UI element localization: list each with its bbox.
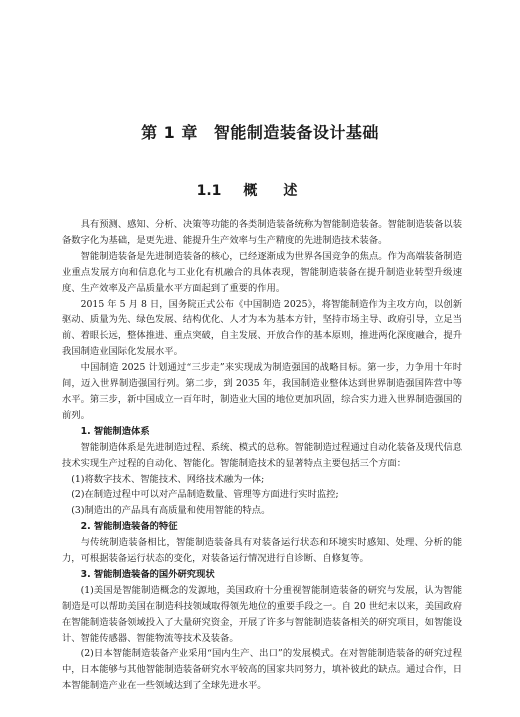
section-title <box>0 180 520 200</box>
chapter-number: 第 1 章 <box>141 123 198 142</box>
list-item: (3)制造出的产品具有高质量和使用智能的特点。 <box>71 505 271 517</box>
paragraph: 中国制造 2025 计划通过“三步走”来实现成为制造强国的战略目标。第一步，力争用十年时间，迈入世界制造强国行列。第二步，到 2035 年，我国制造业整体达到世界制造强国阵营中等水平。第三步，新中国成立一百年时，制造业大国的地位更加巩固，综合实力进入世界制造强国的前列。 <box>62 362 462 421</box>
paragraph: 与传统制造装备相比，智能制造装备具有对装备运行状态和环境实时感知、处理、分析的能力，可根据装备运行状态的变化，对装备运行情况进行自诊断、自修复等。 <box>62 537 462 565</box>
subsection-heading: 1. 智能制造体系 <box>80 425 150 437</box>
section-name: 概述 <box>243 183 324 199</box>
list-item: (1)将数字技术、智能技术、网络技术融为一体; <box>71 473 265 485</box>
chapter-name: 智能制造装备设计基础 <box>213 123 379 142</box>
paragraph: 智能制造装备是先进制造装备的核心，已经逐渐成为世界各国竞争的焦点。作为高端装备制造业重点发展方向和信息化与工业化有机融合的具体表现，智能制造装备在提升制造业转型升级速度、生产效率及产品质量水平方面起到了重要的作用。 <box>62 250 462 294</box>
paragraph: 2015 年 5 月 8 日，国务院正式公布《中国制造 2025》，将智能制造作为主攻方向，以创新驱动、质量为先、绿色发展、结构优化、人才为本为基本方针，坚持市场主导、政府引导，立足当前、着眼长远，整体推进、重点突破，自主发展、开放合作的基本原则，推进两化深度融合，提升我国制造业国际化发展水平。 <box>62 298 462 358</box>
paragraph: 智能制造体系是先进制造过程、系统、模式的总称。智能制造过程通过自动化装备及现代信息技术实现生产过程的自动化、智能化。智能制造技术的显著特点主要包括三个方面： <box>62 441 462 469</box>
section-number: 1.1 <box>196 183 222 199</box>
chapter-title <box>0 120 520 143</box>
body-text <box>62 217 462 694</box>
paragraph: 具有预测、感知、分析、决策等功能的各类制造装备统称为智能制造装备。智能制造装备以装备数字化为基础，是更先进、能提升生产效率与生产精度的先进制造技术装备。 <box>62 219 462 246</box>
list-item: (2)在制造过程中可以对产品制造数量、管理等方面进行实时监控; <box>71 489 339 501</box>
subsection-heading: 2. 智能制造装备的特征 <box>80 521 178 533</box>
paragraph: (1)美国是智能制造概念的发源地，美国政府十分重视智能制造装备的研究与发展，认为智能制造是可以帮助美国在制造科技领域取得领先地位的重要手段之一。自 20 世纪末以来，美国政府在智能制造装备领域投入了大量研究资金，开展了许多与智能制造装备相关的研究项目，如智能设计、智能传感器、智能物流等技术及装备。 <box>62 584 462 644</box>
subsection-heading: 3. 智能制造装备的国外研究现状 <box>80 568 215 580</box>
paragraph: (2)日本智能制造装备产业采用“国内生产、出口”的发展模式。在对智能制造装备的研究过程中，日本能够与其他智能制造装备研究水平较高的国家共同努力，填补彼此的缺点。通过合作，日本智能制造产业在一些领域达到了全球先进水平。 <box>62 648 462 692</box>
